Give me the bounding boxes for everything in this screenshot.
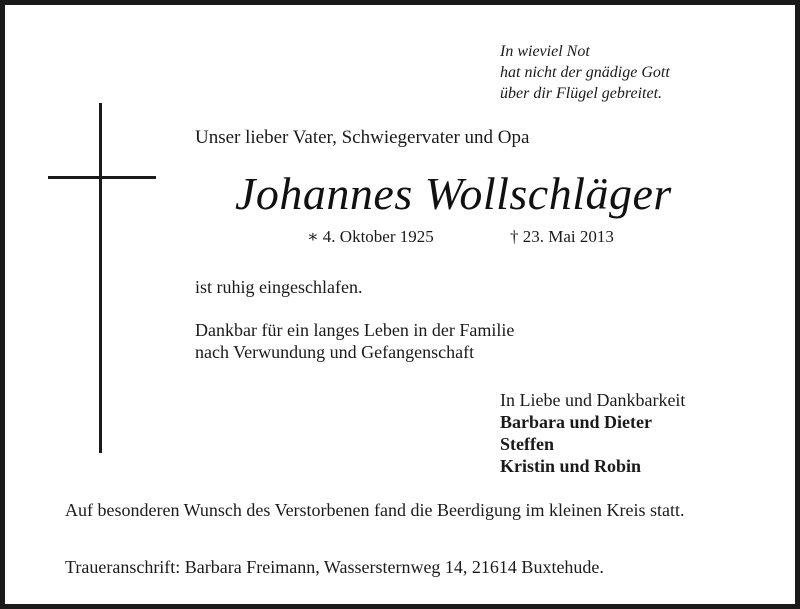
mourning-address: Traueranschrift: Barbara Freimann, Wassersternweg 14, 21614 Buxtehude.: [65, 557, 604, 577]
family-signature: [500, 389, 685, 477]
motto-line: hat nicht der gnädige Gott: [500, 64, 670, 81]
cross-horizontal-bar: [48, 176, 156, 179]
death-date: † 23. Mai 2013: [510, 227, 614, 246]
intro-text: Unser lieber Vater, Schwiegervater und Opa: [195, 127, 530, 148]
cross-vertical-bar: [99, 103, 102, 453]
family-intro: In Liebe und Dankbarkeit: [500, 390, 686, 410]
passing-text: ist ruhig eingeschlafen.: [195, 277, 363, 297]
motto-line: In wieviel Not: [500, 43, 590, 60]
gratitude-text: [195, 319, 514, 363]
gratitude-line: Dankbar für ein langes Leben in der Familie: [195, 320, 515, 340]
birth-date: ∗ 4. Oktober 1925: [307, 227, 434, 246]
motto-line: über dir Flügel gebreitet.: [500, 85, 663, 102]
family-name: Kristin und Robin: [500, 456, 642, 476]
family-name: Barbara und Dieter: [500, 412, 652, 432]
motto-verse: [500, 41, 670, 104]
gratitude-line: nach Verwundung und Gefangenschaft: [195, 342, 475, 362]
family-name: Steffen: [500, 434, 554, 454]
deceased-name: Johannes Wollschläger: [235, 168, 672, 219]
burial-note: Auf besonderen Wunsch des Verstorbenen fand die Beerdigung im kleinen Kreis statt.: [65, 500, 685, 520]
